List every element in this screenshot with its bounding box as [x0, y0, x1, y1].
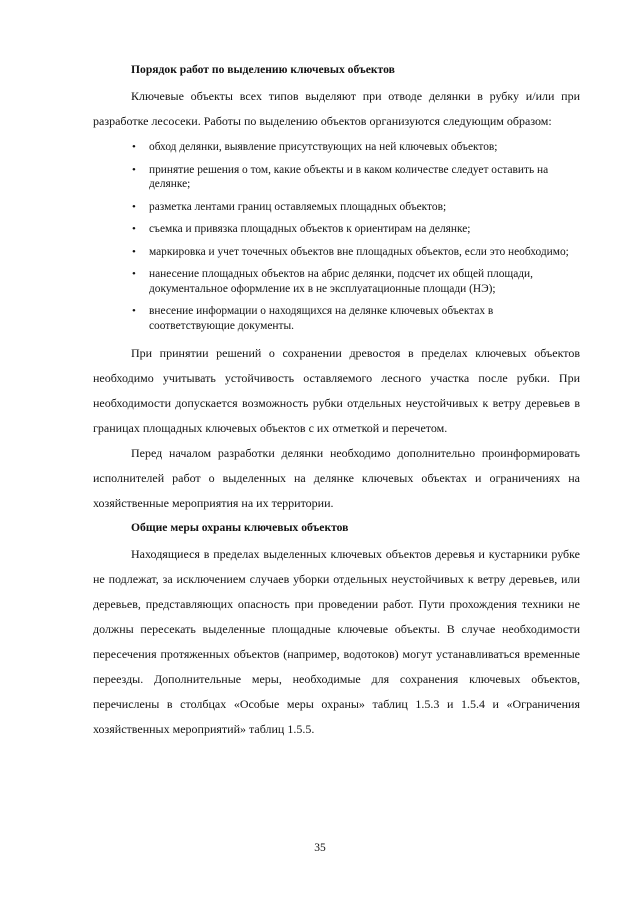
paragraph-inform-workers: Перед началом разработки делянки необходимо дополнительно проинформировать исполнителей работ о выделенных на делянке ключевых объектах и ограничениях на хозяйственные мероприятия на их территории.	[93, 446, 580, 510]
paragraph-tree-retention: При принятии решений о сохранении древостоя в пределах ключевых объектов необходимо учитывать устойчивость оставляемого лесного участка после рубки. При необходимости допускается возможность рубки отдельных неустойчивых к ветру деревьев в границах площадных ключевых объектов с их отметкой и перечетом.	[93, 346, 580, 435]
list-item: • принятие решения о том, какие объекты и в каком количестве следует оставить на делянке;	[132, 163, 549, 190]
bullet-icon: •	[132, 200, 136, 213]
list-item: • съемка и привязка площадных объектов к ориентирам на делянке;	[132, 223, 471, 235]
procedure-bullet-list	[93, 140, 580, 333]
paragraph-intro: Ключевые объекты всех типов выделяют при отводе делянки в рубку и/или при разработке лесосеки. Работы по выделению объектов организуются следующим образом:	[93, 89, 580, 128]
list-item: • обход делянки, выявление присутствующих на ней ключевых объектов;	[132, 141, 498, 153]
bullet-icon: •	[132, 223, 136, 235]
section-heading-general-protection: Общие меры охраны ключевых объектов	[131, 521, 349, 534]
page-number: 35	[314, 842, 326, 854]
list-item: • нанесение площадных объектов на абрис делянки, подсчет их общей площади, документальное оформление их в не эксплуатационные площади (НЭ);	[132, 268, 533, 295]
list-item: • маркировка и учет точечных объектов вне площадных объектов, если это необходимо;	[132, 245, 569, 258]
bullet-icon: •	[132, 163, 136, 176]
bullet-icon: •	[132, 141, 136, 153]
section-heading-key-object-procedure: Порядок работ по выделению ключевых объектов	[131, 63, 395, 76]
bullet-icon: •	[132, 268, 136, 280]
list-item: • разметка лентами границ оставляемых площадных объектов;	[132, 200, 447, 213]
bullet-icon: •	[132, 245, 136, 258]
bullet-icon: •	[132, 305, 136, 317]
list-item: • внесение информации о находящихся на делянке ключевых объектах в соответствующие документы.	[132, 305, 494, 332]
paragraph-protection-measures: Находящиеся в пределах выделенных ключевых объектов деревья и кустарники рубке не подлежат, за исключением случаев уборки отдельных неустойчивых к ветру деревьев, или деревьев, представляющих опасность при проведении работ. Пути прохождения техники не должны пересекать выделенные площадные ключевые объекты. В случае необходимости пересечения протяженных объектов (например, водотоков) могут устанавливаться временные переезды. Дополнительные меры, необходимые для сохранения ключевых объектов, перечислены в столбцах «Особые меры охраны» таблиц 1.5.3 и 1.5.4 и «Ограничения хозяйственных мероприятий» таблиц 1.5.5.	[93, 547, 580, 736]
